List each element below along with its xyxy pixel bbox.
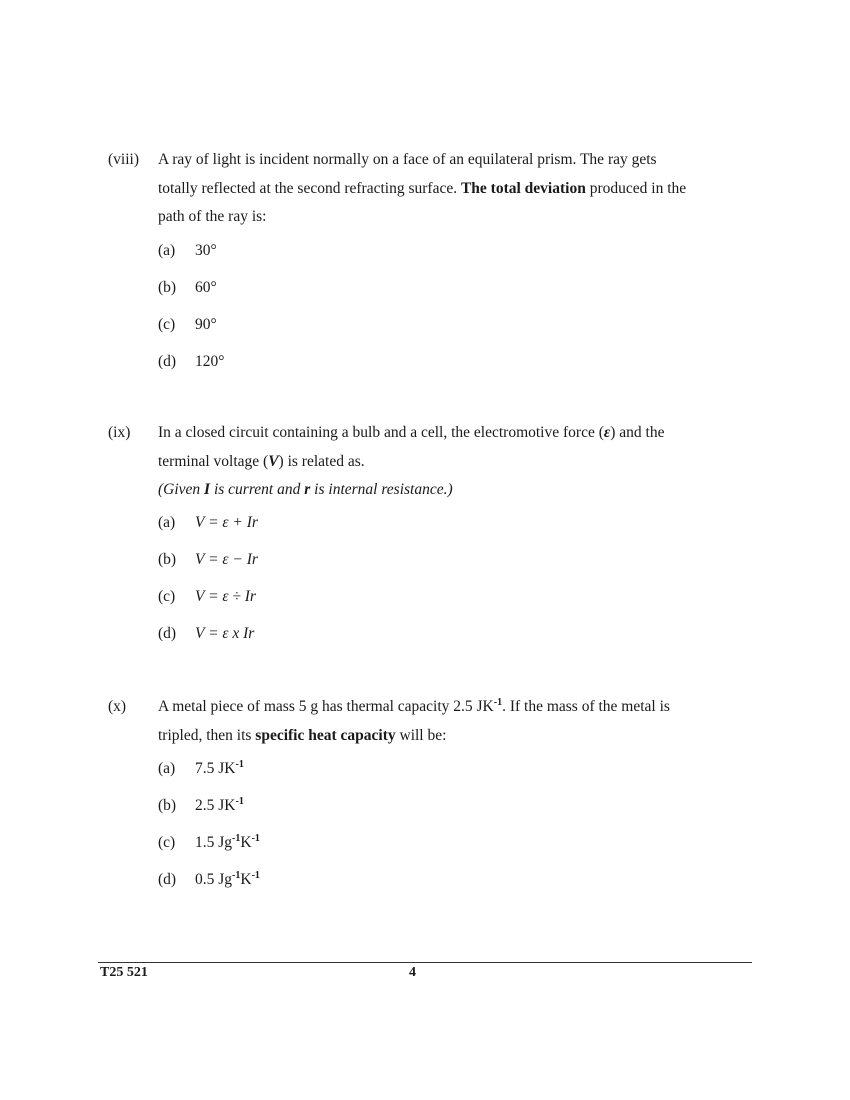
- question-text-part: A ray of light is incident normally on a face of an equilateral prism. The ray gets totally reflected at the second refracting surface.: [158, 151, 657, 197]
- note-part: is current and: [210, 481, 305, 498]
- option-text: 30°: [195, 241, 217, 259]
- voltage-symbol: V: [268, 452, 279, 470]
- question-text-part: ) and the terminal voltage (: [158, 424, 665, 470]
- superscript: -1: [251, 833, 260, 844]
- superscript: -1: [232, 833, 241, 844]
- option-label: (a): [158, 760, 176, 777]
- option-list: [158, 756, 708, 904]
- option-text: [195, 867, 260, 893]
- question-number: (viii): [108, 151, 139, 168]
- question-text-part: In a closed circuit containing a bulb and a cell, the electromotive force (: [158, 424, 604, 441]
- superscript: -1: [251, 870, 260, 881]
- option-text: V = ε + Ir: [195, 514, 258, 531]
- option-label: (d): [158, 352, 177, 370]
- option-label: (b): [158, 278, 177, 296]
- option-text: V = ε − Ir: [195, 551, 258, 568]
- paper-code: T25 521: [100, 965, 148, 980]
- unit-base: 1.5 Jg: [195, 834, 233, 851]
- option-d: [158, 621, 708, 658]
- option-label: (b): [158, 551, 177, 568]
- unit-base: 0.5 Jg: [195, 871, 233, 888]
- option-a: [158, 756, 708, 793]
- superscript: -1: [235, 796, 244, 807]
- emf-symbol: ε: [603, 424, 611, 441]
- question-text-part: produced in the path of the ray is:: [158, 179, 687, 225]
- question-ix: [108, 419, 708, 658]
- question-text-part: ) is related as.: [278, 452, 365, 470]
- option-text: [195, 793, 244, 819]
- question-number: (ix): [108, 424, 131, 441]
- question-text-bold: The total deviation: [460, 179, 586, 197]
- unit-base: 7.5 JK: [195, 760, 236, 777]
- question-viii: [108, 146, 708, 386]
- option-text: [195, 756, 244, 782]
- option-label: (c): [158, 588, 176, 605]
- option-label: (a): [158, 514, 176, 531]
- option-c: [158, 830, 708, 867]
- option-text: V = ε x Ir: [195, 625, 255, 642]
- option-text: [195, 830, 260, 856]
- option-label: (d): [158, 871, 177, 888]
- option-text: V = ε ÷ Ir: [195, 588, 256, 605]
- option-d: [158, 349, 708, 386]
- question-note: [158, 476, 693, 504]
- question-text-bold: specific heat capacity: [255, 726, 396, 744]
- question-text: [158, 693, 693, 750]
- question-x: [108, 693, 708, 904]
- note-current-symbol: I: [204, 481, 211, 498]
- option-list: [158, 510, 708, 658]
- option-a: [158, 510, 708, 547]
- option-a: [158, 238, 708, 275]
- option-text: 120°: [195, 352, 225, 370]
- unit-mid: K: [240, 834, 252, 851]
- unit-base: 2.5 JK: [195, 797, 236, 814]
- question-text-part: . If the mass of the metal is tripled, then its: [158, 698, 670, 744]
- question-text: [158, 419, 693, 504]
- superscript: -1: [232, 870, 241, 881]
- option-b: [158, 793, 708, 830]
- footer-divider: [98, 962, 752, 963]
- question-text-part: will be:: [395, 726, 447, 744]
- option-list: [158, 238, 708, 386]
- option-b: [158, 275, 708, 312]
- note-part: (Given: [158, 481, 205, 498]
- superscript: -1: [493, 697, 503, 708]
- question-text: [158, 146, 693, 232]
- option-label: (a): [158, 241, 176, 259]
- option-text: 60°: [195, 278, 217, 296]
- option-label: (d): [158, 625, 177, 642]
- option-label: (c): [158, 315, 176, 333]
- page-number: 4: [409, 965, 416, 980]
- option-label: (b): [158, 797, 177, 814]
- note-resistance-symbol: r: [304, 481, 311, 498]
- superscript: -1: [235, 759, 244, 770]
- option-text: 90°: [195, 315, 217, 333]
- question-text-part: A metal piece of mass 5 g has thermal capacity 2.5 JK: [158, 698, 494, 715]
- option-c: [158, 312, 708, 349]
- option-b: [158, 547, 708, 584]
- unit-mid: K: [240, 871, 252, 888]
- option-d: [158, 867, 708, 904]
- question-number: (x): [108, 698, 127, 715]
- option-c: [158, 584, 708, 621]
- option-label: (c): [158, 834, 176, 851]
- note-part: is internal resistance.): [310, 481, 453, 498]
